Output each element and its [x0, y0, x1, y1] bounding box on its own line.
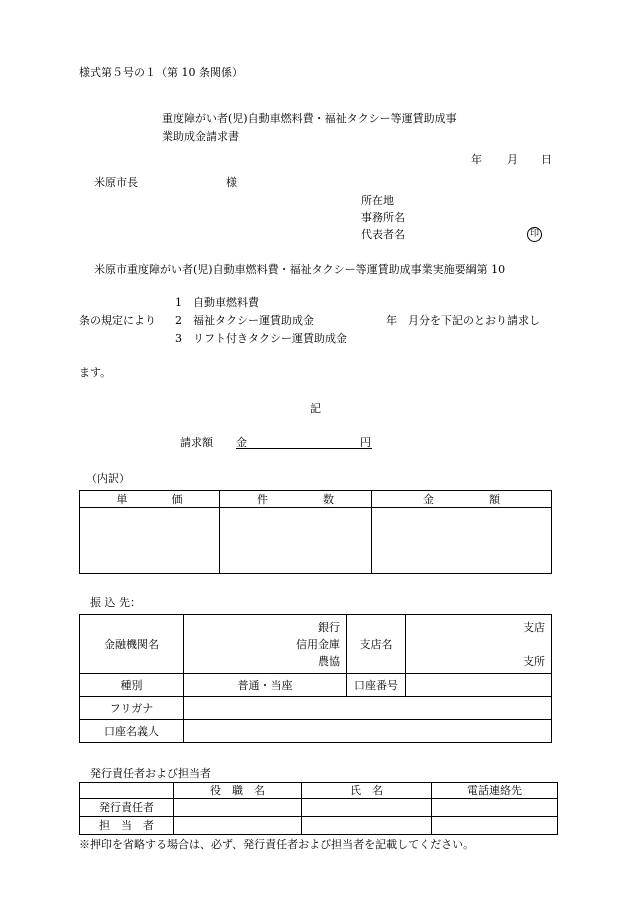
staff-row-label: 担 当 者: [80, 817, 174, 835]
bank-type-credit-union: 信用金庫: [296, 637, 340, 651]
issuer-section-label: 発行責任者および担当者: [90, 767, 211, 780]
option-2: 2 福祉タクシー運賃助成金: [175, 314, 314, 327]
issuer-name-cell[interactable]: [302, 799, 432, 817]
addressee-honorific: 様: [226, 176, 237, 189]
amount-suffix: 円: [360, 436, 371, 449]
amount-prefix: 金: [236, 436, 247, 449]
amount-underline: [236, 448, 372, 449]
bank-name-cell[interactable]: [184, 615, 347, 674]
document-title-line2: 業助成金請求書: [162, 130, 239, 143]
ki-heading: 記: [310, 402, 321, 415]
account-holder-label: 口座名義人: [80, 720, 184, 743]
branch-name-cell[interactable]: [406, 615, 552, 674]
bank-type-agri-coop: 農協: [318, 654, 340, 668]
breakdown-table: [79, 490, 552, 574]
count-cell[interactable]: [220, 508, 372, 574]
header-amount: 金 額: [372, 491, 552, 508]
issuer-phone-cell[interactable]: [432, 799, 558, 817]
option-3: 3 リフト付きタクシー運賃助成金: [175, 332, 347, 345]
branch-name-label: 支店名: [347, 615, 406, 674]
issuer-row-label: 発行責任者: [80, 799, 174, 817]
header-name: 氏 名: [302, 783, 432, 799]
branch-type-branch: 支店: [523, 620, 545, 634]
date-month: 月: [507, 153, 518, 166]
breakdown-label: （内訳）: [86, 472, 130, 485]
account-holder-cell[interactable]: [184, 720, 552, 743]
branch-type-sub-branch: 支所: [523, 654, 545, 668]
amount-label: 請求額: [180, 436, 213, 449]
bank-type-bank: 銀行: [318, 620, 340, 634]
office-name-label: 事務所名: [361, 211, 405, 224]
issuer-table: [79, 782, 558, 835]
staff-position-cell[interactable]: [174, 817, 302, 835]
account-type-label: 種別: [80, 674, 184, 697]
header-position: 役 職 名: [174, 783, 302, 799]
furigana-cell[interactable]: [184, 697, 552, 720]
date-year: 年: [471, 153, 482, 166]
staff-phone-cell[interactable]: [432, 817, 558, 835]
unit-price-cell[interactable]: [80, 508, 220, 574]
header-count: 件 数: [220, 491, 372, 508]
amount-cell[interactable]: [372, 508, 552, 574]
furigana-label: フリガナ: [80, 697, 184, 720]
header-unit-price: 単 価: [80, 491, 220, 508]
transfer-table: [79, 614, 552, 743]
issuer-header-blank: [80, 783, 174, 799]
account-number-label: 口座番号: [347, 674, 406, 697]
body-end: ます。: [79, 366, 112, 379]
date-day: 日: [541, 153, 552, 166]
transfer-label: 振 込 先：: [90, 596, 141, 609]
form-number: 様式第５号の１（第 10 条関係）: [79, 66, 243, 79]
seal-omission-note: ※押印を省略する場合は、必ず、発行責任者および担当者を記載してください。: [79, 838, 475, 851]
body-prefix: 条の規定により: [79, 314, 156, 327]
body-suffix: 年 月分を下記のとおり請求し: [386, 314, 540, 327]
staff-name-cell[interactable]: [302, 817, 432, 835]
account-type-value[interactable]: 普通・当座: [184, 674, 347, 697]
addressee-name: 米原市長: [94, 176, 138, 189]
document-title-line1: 重度障がい者(児)自動車燃料費・福祉タクシー等運賃助成事: [162, 112, 457, 125]
option-1: 1 自動車燃料費: [175, 296, 259, 309]
header-phone: 電話連絡先: [432, 783, 558, 799]
issuer-position-cell[interactable]: [174, 799, 302, 817]
representative-label: 代表者名: [361, 228, 405, 241]
bank-name-label: 金融機関名: [80, 615, 184, 674]
body-line1: 米原市重度障がい者(児)自動車燃料費・福祉タクシー等運賃助成事業実施要綱第 10: [94, 263, 506, 276]
seal-mark: 印: [527, 227, 542, 242]
address-label: 所在地: [361, 194, 394, 207]
account-number-cell[interactable]: [406, 674, 552, 697]
